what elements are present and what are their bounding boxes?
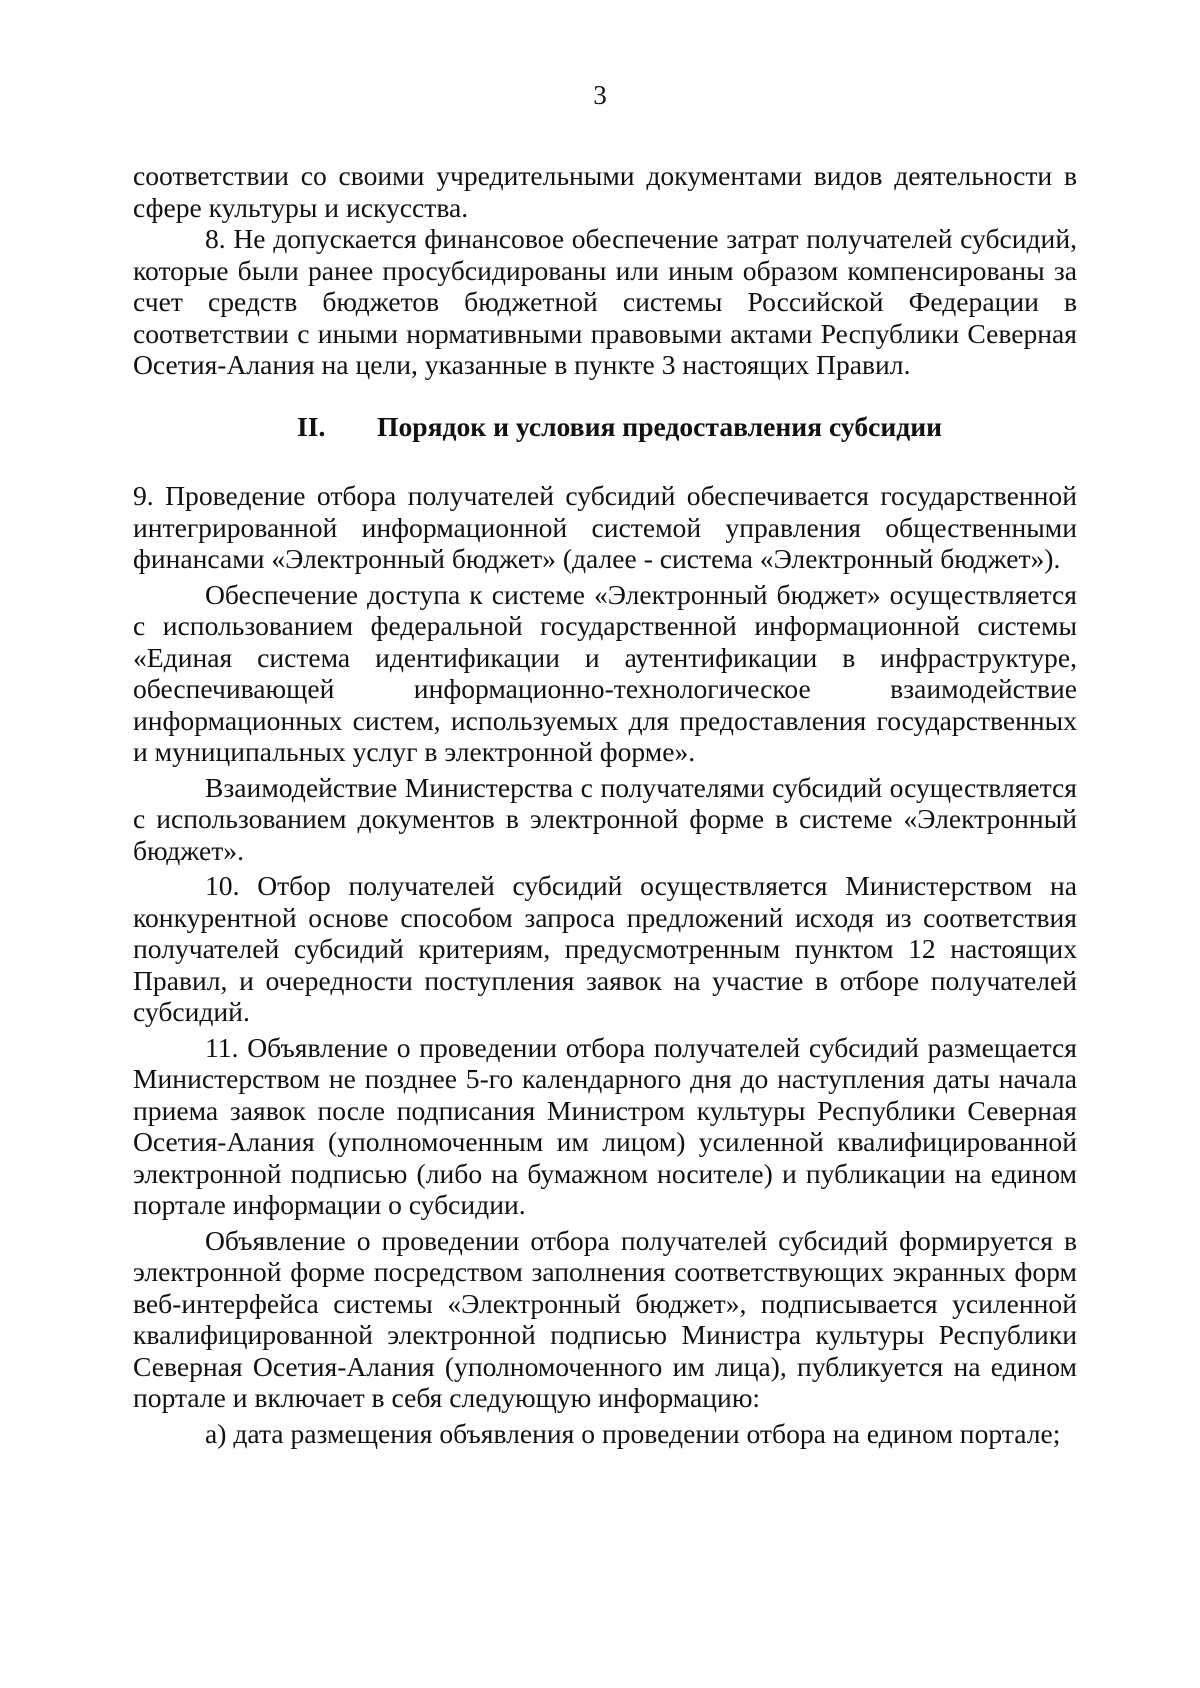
- paragraph-continuation: соответствии со своими учредительными документами видов деятельности в сфере культуры и искусства.: [133, 160, 1077, 223]
- section-title: Порядок и условия предоставления субсидии: [377, 410, 943, 442]
- paragraph-item-8: 8. Не допускается финансовое обеспечение затрат получателей субсидий, которые были ранее просубсидированы или иным образом компенсированы за счет средств бюджетов бюджетной системы Российской Федерации в соответствии с иными нормативными правовыми актами Республики Северная Осетия-Алания на цели, указанные в пункте 3 настоящих Правил.: [133, 223, 1077, 380]
- paragraph-access: Обеспечение доступа к системе «Электронный бюджет» осуществляется с использованием федеральной государственной информационной системы «Единая система идентификации и аутентификации в инфраструктуре, обеспечивающей информационно-технологическое взаимодействие информационных систем, используемых для предоставления государственных и муниципальных услуг в электронной форме».: [133, 578, 1077, 767]
- paragraph-interaction: Взаимодействие Министерства с получателями субсидий осуществляется с использованием документов в электронной форме в системе «Электронный бюджет».: [133, 771, 1077, 866]
- paragraph-item-11: 11. Объявление о проведении отбора получателей субсидий размещается Министерством не позднее 5-го календарного дня до наступления даты начала приема заявок после подписания Министром культуры Республики Северная Осетия-Алания (уполномоченным им лицом) усиленной квалифицированной электронной подписью (либо на бумажном носителе) и публикации на едином портале информации о субсидии.: [133, 1031, 1077, 1220]
- page-number: 3: [593, 80, 607, 110]
- section-number: II.: [297, 410, 326, 442]
- document-body: [133, 160, 1077, 1449]
- paragraph-announcement: Объявление о проведении отбора получателей субсидий формируется в электронной форме посредством заполнения соответствующих экранных форм веб-интерфейса системы «Электронный бюджет», подписывается усиленной квалифицированной электронной подписью Министра культуры Республики Северная Осетия-Алания (уполномоченного им лица), публикуется на едином портале и включает в себя следующую информацию:: [133, 1224, 1077, 1413]
- paragraph-item-9: 9. Проведение отбора получателей субсидий обеспечивается государственной интегрированной информационной системой управления общественными финансами «Электронный бюджет» (далее - система «Электронный бюджет»).: [133, 480, 1077, 574]
- paragraph-item-10: 10. Отбор получателей субсидий осуществляется Министерством на конкурентной основе способом запроса предложений исходя из соответствия получателей субсидий критериям, предусмотренным пунктом 12 настоящих Правил, и очередности поступления заявок на участие в отборе получателей субсидий.: [133, 870, 1077, 1027]
- paragraph-subitem-a: а) дата размещения объявления о проведении отбора на едином портале;: [205, 1417, 1061, 1449]
- section-heading: [133, 411, 1077, 443]
